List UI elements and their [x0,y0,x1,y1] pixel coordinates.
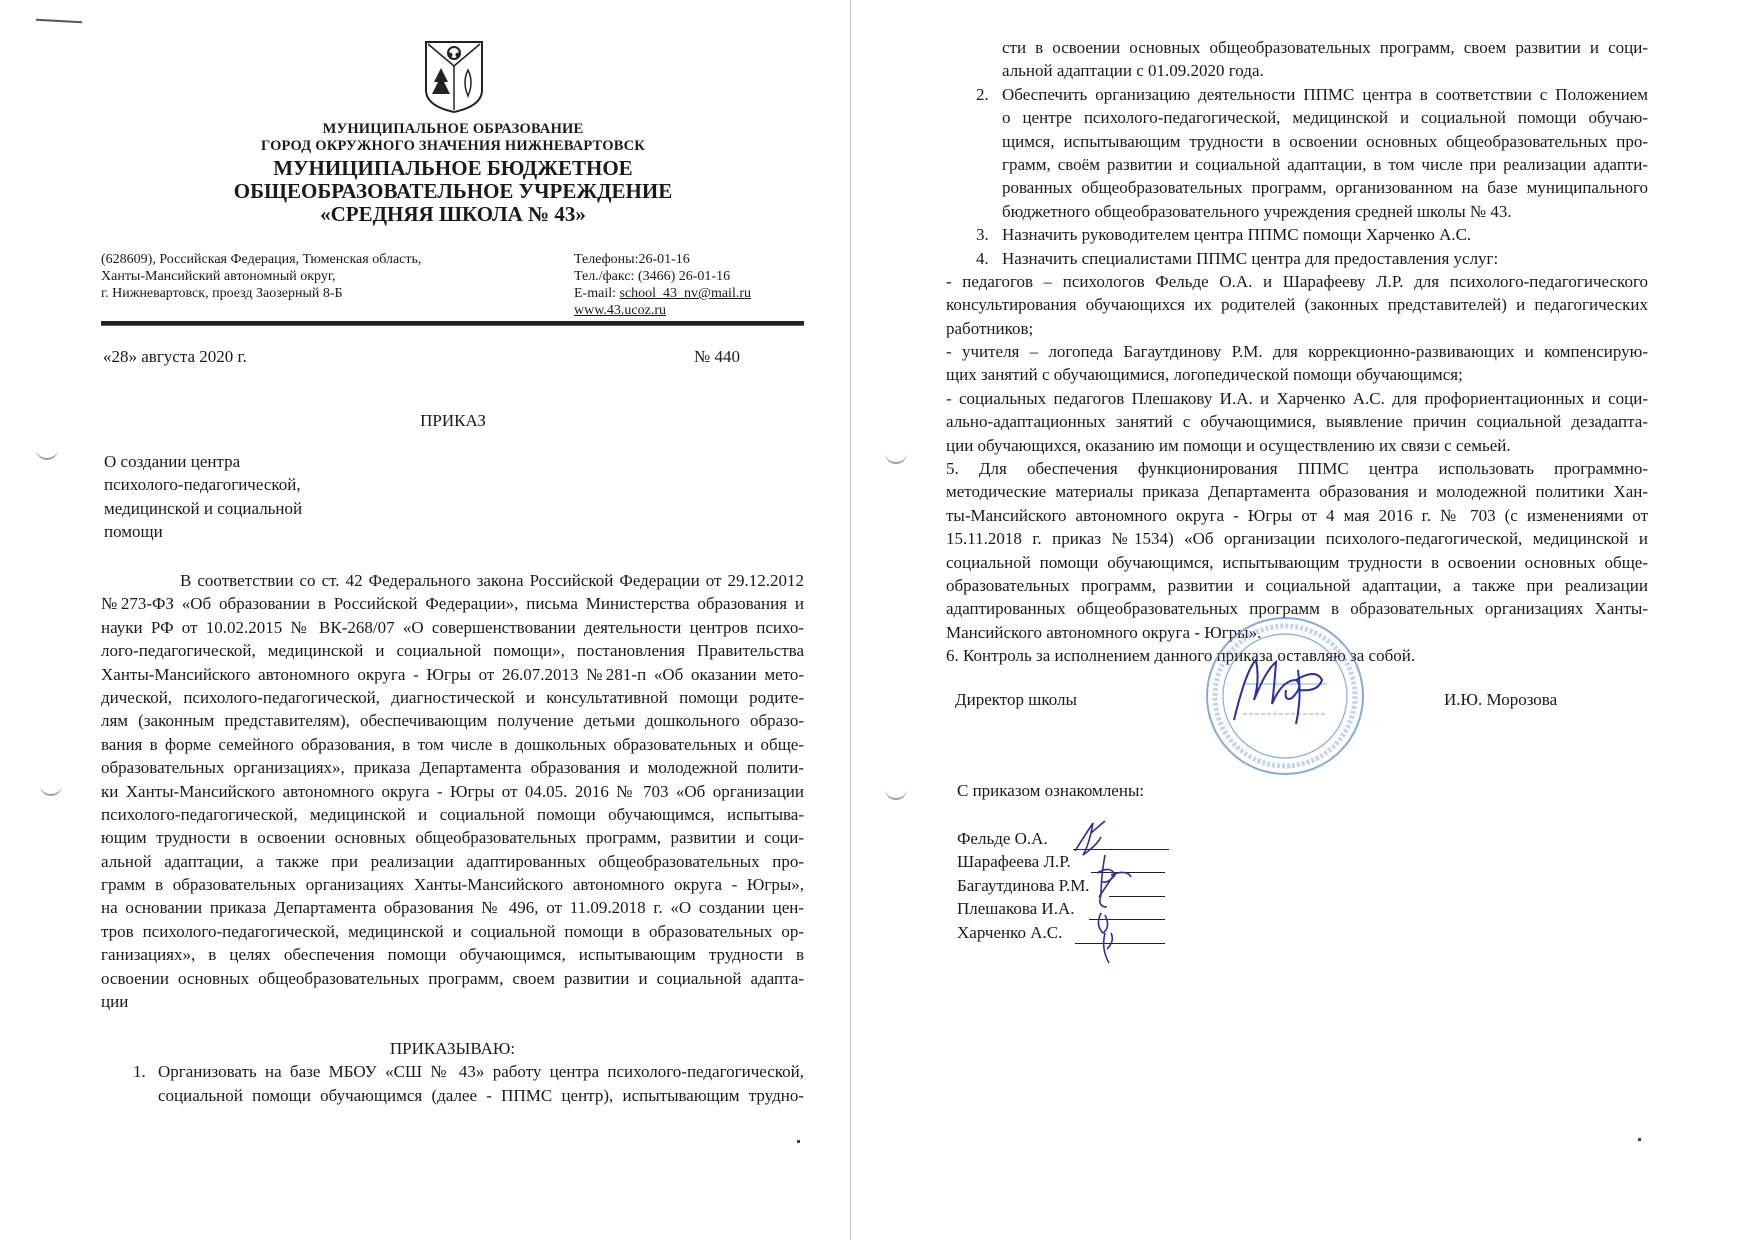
fax: Тел./факс: (3466) 26-01-16 [574,269,731,284]
text-line: работников; [946,318,1034,338]
address-block [101,251,421,302]
item-text [1002,36,1648,83]
text-line: ции обучающихся, оказанию им помощи и осуществлению их связи с семьей. [946,435,1511,455]
item-number: 4. [976,248,989,268]
text-line: социальной помощи обучающимся (далее - ППМС центр), испытывающим трудно- [158,1085,804,1105]
order-body-continued [946,36,1648,668]
header-institution-type-2: ОБЩЕОБРАЗОВАТЕЛЬНОЕ УЧРЕЖДЕНИЕ [233,179,673,203]
text-line: психолого-педагогической, [104,475,301,495]
specialist-social-pedagogues [946,387,1648,457]
item-number: 1. [133,1062,146,1082]
order-item-1-continued [946,36,1648,83]
text-line: на основании приказа Департамента образования № 496, от 11.09.2018 г. «О создании цен- [101,898,804,918]
text-line: науки РФ от 10.02.2015 № ВК-268/07 «О совершенствовании деятельности центров психо- [101,617,804,637]
text-line: тров психолого-педагогической, медицинской и социальной помощи в образовательных ор- [101,921,804,941]
text-line: В соответствии со ст. 42 Федерального закона Российской Федерации от 29.12.2012 [180,571,804,590]
text-line: адаптированных общеобразовательных программ в образовательных организациях Ханты- [946,599,1648,619]
text-line: - педагогов – психологов Фельде О.А. и Шарафееву Л.Р. для психолого-педагогического [946,271,1648,291]
document-type: ПРИКАЗ [420,411,486,430]
text-line: Мансийского автономного округа - Югры». [946,622,1262,642]
email-label: E-mail: [574,286,620,301]
acknowledgement-list [957,827,1090,944]
text-line: образовательных программ, развитии и социальной адаптации, а также при реализации [946,575,1648,595]
director-signature [1226,640,1336,730]
text-line: грамм в образовательных организациях Ханты-Мансийского автономного округа - Югры», [101,875,804,895]
specialist-speech-therapist [946,340,1648,387]
header-divider [101,321,804,326]
header-institution-type: МУНИЦИПАЛЬНОЕ БЮДЖЕТНОЕ [273,156,633,180]
header-city: ГОРОД ОКРУЖНОГО ЗНАЧЕНИЯ НИЖНЕВАРТОВСК [261,138,645,154]
text-line: сти в освоении основных общеобразовательных программ, своем развитии и соци- [1002,38,1648,57]
spacer [101,1013,804,1036]
punch-hole-mark [885,452,907,464]
text-line: вания в форме семейного образования, в том числе в дошкольных образовательных и обще- [101,734,804,754]
text-line: Организовать на базе МБОУ «СШ № 43» работу центра психолого-педагогической, [158,1062,804,1082]
item-text [1002,83,1648,223]
punch-hole-mark [40,784,62,796]
order-date: «28» августа 2020 г. [103,347,247,366]
text-line: ганизациях», в целях обеспечения помощи обучающимся, испытывающим трудности в [101,945,804,965]
item-text [1002,247,1648,270]
scan-mark [36,19,82,23]
text-line: методические материалы приказа Департамента образования и молодежной политики Хан- [946,482,1648,502]
text-line: психолого-педагогической, медицинской и социальной помощи обучающимся, испытыва- [101,804,804,824]
order-item-2 [946,83,1648,223]
text-line: О создании центра [104,452,241,471]
order-heading: ПРИКАЗЫВАЮ: [389,1038,516,1058]
staff-signatures [1071,815,1181,965]
text-line: 6. Контроль за исполнением данного приказа оставляю за собой. [946,646,1416,666]
text-line: Назначить руководителем центра ППМС помощи Харченко А.С. [1002,225,1472,245]
order-item-3 [946,223,1648,246]
scan-dot [1638,1138,1641,1141]
text-line: ты-Мансийского автономного округа - Югры от 4 мая 2016 г. № 703 (с изменениями от [946,505,1648,525]
contacts-block [574,251,751,319]
text-line: Ханты-Мансийского автономного округа - Югры от 26.07.2013 №281-п «Об оказании мето- [101,664,804,684]
email-link[interactable]: school_43_nv@mail.ru [619,286,751,301]
text-line: 15.11.2018 г. приказ №1534) «Об организации психолого-педагогической, медицинской и [946,529,1648,549]
order-subject [104,450,302,544]
punch-hole-mark [36,448,58,460]
document-page-left [0,0,848,1240]
text-line: ально-адаптационных занятий с обучающимися, выявление причин социальной дезадапта- [946,412,1648,432]
order-body [101,569,804,1107]
item-number: 2. [976,84,989,104]
text-line: Багаутдинова Р.М. [957,875,1090,895]
preamble [101,569,804,1013]
text-line: ющим трудности в освоении основных общеобразовательных программ, развитии и соци- [101,828,804,848]
order-item-1 [101,1060,804,1107]
text-line: Плешакова И.А. [957,899,1075,919]
text-line: Харченко А.С. [957,922,1063,942]
item-text [1002,223,1648,246]
text-line: освоении основных общеобразовательных программ, своем развитии и социальной адапта- [101,968,804,988]
specialist-psychologists [946,270,1648,340]
city-emblem-icon [424,40,484,114]
director-name: И.Ю. Морозова [1444,690,1558,709]
text-line: бюджетного общеобразовательного учреждения средней школы № 43. [1002,201,1512,221]
phones: Телефоны:26-01-16 [574,252,690,267]
text-line: альной адаптации, а также при реализации адаптированных общеобразовательных про- [101,851,804,871]
address-line: г. Нижневартовск, проезд Заозерный 8-Б [101,286,343,301]
text-line: - социальных педагогов Плешакову И.А. и Харченко А.С. для профориентационных и соци- [946,388,1648,408]
text-line: помощи [104,522,163,542]
order-number: № 440 [694,347,740,366]
text-line: ции [101,992,129,1012]
text-line: о центре психолого-педагогической, медицинской и социальной помощи обучаю- [1002,108,1648,128]
punch-hole-mark [885,788,907,800]
text-line: рованных общеобразовательных программ, организованном на базе муниципального [1002,178,1648,198]
text-line: социальной помощи обучающимся, испытывающим трудности в освоении основных обще- [946,552,1648,572]
text-line: консультирования обучающихся их родителей (законных представителей) и педагогических [946,295,1648,315]
address-line: (628609), Российская Федерация, Тюменская область, [101,252,422,267]
item-number: 3. [976,225,989,245]
text-line: 5. Для обеспечения функционирования ППМС центра использовать программно- [946,459,1648,479]
text-line: ки Ханты-Мансийского автономного округа - Югры от 04.05. 2016 № 703 «Об организации [101,781,804,801]
item-text [158,1060,804,1107]
text-line: №273-ФЗ «Об образовании в Российской Федерации», письма Министерства образования и [101,594,804,614]
text-line: грамм, своём развитии и социальной адаптации, в том числе при реализации адапти- [1002,154,1648,174]
website-link[interactable]: www.43.ucoz.ru [574,303,667,318]
text-line: медицинской и социальной [104,498,303,518]
text-line: альной адаптации с 01.09.2020 года. [1002,61,1264,81]
acknowledgement-heading: С приказом ознакомлены: [957,781,1145,800]
text-line: дической, психолого-педагогической, диагностической и консультативной помощи родите- [101,687,804,707]
document-page-right [850,0,1754,1240]
text-line: - учителя – логопеда Багаутдинову Р.М. для коррекционно-развивающих и компенсирую- [946,342,1648,362]
text-line: образовательных организациях», приказа Департамента образования и молодежной полити- [101,758,804,778]
text-line: Обеспечить организацию деятельности ППМС центра в соответствии с Положением [1002,84,1648,104]
text-line: лям (законным представителям), обеспечивающим получение детьми дошкольного образо- [101,711,804,731]
header-school-name: «СРЕДНЯЯ ШКОЛА № 43» [320,202,586,226]
director-label: Директор школы [955,690,1077,709]
scan-dot [797,1140,800,1143]
address-line: Ханты-Мансийский автономный округ, [101,269,336,284]
text-line: лого-педагогической, медицинской и социальной помощи», постановления Правительства [101,641,804,661]
text-line: Назначить специалистами ППМС центра для предоставления услуг: [1002,248,1499,268]
header-municipality: МУНИЦИПАЛЬНОЕ ОБРАЗОВАНИЕ [322,121,584,137]
text-line: Шарафеева Л.Р. [957,852,1071,872]
order-item-4 [946,247,1648,270]
text-line: щимся, испытывающим трудности в освоении основных общеобразовательных про- [1002,131,1648,151]
text-line: Фельде О.А. [957,829,1048,848]
text-line: щих занятий с обучающимися, логопедической помощи обучающимся; [946,365,1463,385]
